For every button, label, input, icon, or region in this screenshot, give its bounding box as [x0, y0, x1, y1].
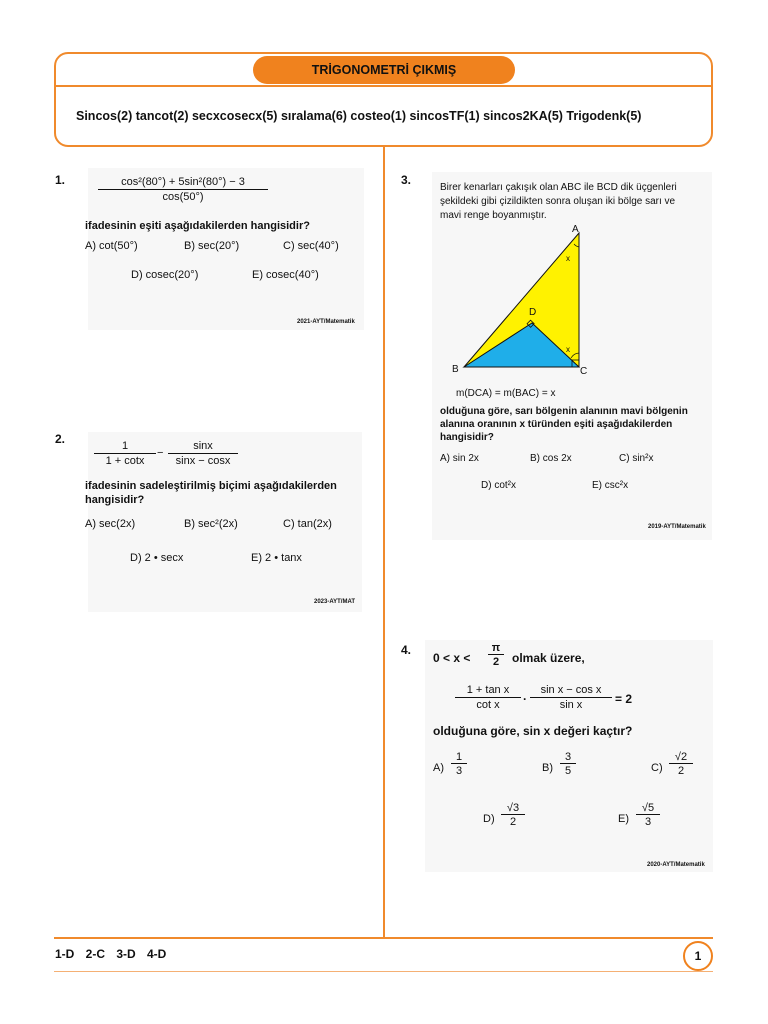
- q2-option-d[interactable]: D) 2 • secx: [130, 552, 184, 564]
- q4-condition-prefix: 0 < x <: [433, 651, 471, 665]
- q4-option-b-num: 3: [560, 751, 576, 764]
- q2-question-line-2: hangisidir?: [85, 494, 145, 506]
- q1-option-a[interactable]: A) cot(50°): [85, 240, 138, 252]
- q1-numerator: cos²(80°) + 5sin²(80°) − 3: [98, 176, 268, 190]
- q3-intro-line-1: Birer kenarları çakışık olan ABC ile BCD dik üçgenleri: [440, 182, 677, 193]
- q3-label-d: D: [529, 307, 537, 318]
- q2-frac1-num: 1: [94, 440, 156, 454]
- q2-frac2-num: sinx: [168, 440, 238, 454]
- q2-option-a[interactable]: A) sec(2x): [85, 518, 136, 530]
- q4-option-e-den: 3: [644, 816, 652, 828]
- q4-condition-suffix: olmak üzere,: [512, 651, 585, 665]
- q4-option-d-den: 2: [509, 816, 517, 828]
- q1-question: ifadesinin eşiti aşağıdakilerden hangisidir?: [85, 220, 310, 232]
- page-number: 1: [683, 941, 713, 971]
- q3-option-b[interactable]: B) cos 2x: [530, 453, 572, 464]
- q4-box: [425, 640, 713, 872]
- q1-option-e[interactable]: E) cosec(40°): [252, 269, 319, 281]
- footer-bottom-line: [54, 971, 713, 972]
- q4-option-a-label[interactable]: A): [433, 762, 444, 774]
- column-divider: [383, 147, 385, 937]
- q1-box: [85, 168, 364, 330]
- q4-source: 2020-AYT/Matematik: [647, 862, 705, 868]
- q4-option-d-label[interactable]: D): [483, 813, 495, 825]
- q4-pi-fraction: [488, 642, 504, 668]
- q2-minus: −: [157, 447, 164, 459]
- q2-source: 2023-AYT/MAT: [314, 599, 356, 605]
- q4-option-a-num: 1: [451, 751, 467, 764]
- q4-option-a-fraction[interactable]: [451, 751, 467, 777]
- q2-option-b[interactable]: B) sec²(2x): [184, 518, 238, 530]
- q4-option-c-num: √2: [669, 751, 693, 764]
- answer-key: 1-D 2-C 3-D 4-D: [55, 947, 167, 961]
- q3-question-line-1: olduğuna göre, sarı bölgenin alanının mavi bölgenin: [440, 406, 688, 417]
- q3-question-line-3: hangisidir?: [440, 432, 494, 443]
- page-title: TRİGONOMETRİ ÇIKMIŞ: [253, 56, 515, 84]
- q1-source: 2021-AYT/Matematik: [297, 319, 355, 325]
- q4-option-e-label[interactable]: E): [618, 813, 629, 825]
- topics-list: Sincos(2) tancot(2) secxcosecx(5) sıralama(6) costeo(1) sincosTF(1) sincos2KA(5) Trigodenk(5): [76, 109, 642, 123]
- q3-intro-line-2: şekildeki gibi çizildikten sonra oluşan iki bölge sarı ve: [440, 196, 676, 207]
- q4-pi-denominator: 2: [492, 656, 500, 668]
- q3-box: [432, 172, 712, 540]
- q4-dot: ·: [523, 692, 527, 706]
- q1-number: 1.: [55, 173, 66, 187]
- q2-question-line-1: ifadesinin sadeleştirilmiş biçimi aşağıdakilerden: [85, 480, 337, 492]
- q3-label-b: B: [452, 364, 459, 375]
- q3-intro-line-3: mavi renge boyanmıştır.: [440, 210, 547, 221]
- q2-fraction-1: [94, 440, 156, 467]
- q3-number: 3.: [401, 173, 412, 187]
- q4-pi: π: [488, 642, 504, 655]
- q3-option-d[interactable]: D) cot²x: [481, 480, 516, 491]
- header-box: [54, 52, 713, 147]
- q3-option-e[interactable]: E) csc²x: [592, 480, 629, 491]
- footer-divider: [54, 937, 713, 939]
- q2-frac1-den: 1 + cotx: [105, 455, 145, 467]
- q4-option-a-den: 3: [455, 765, 463, 777]
- q4-option-e-fraction[interactable]: [636, 802, 660, 828]
- q3-question-line-2: alanına oranının x türünden eşiti aşağıdakilerden: [440, 419, 673, 430]
- q4-option-b-fraction[interactable]: [560, 751, 576, 777]
- q4-option-d-fraction[interactable]: [501, 802, 525, 828]
- q4-question: olduğuna göre, sin x değeri kaçtır?: [433, 724, 633, 738]
- q4-option-b-label[interactable]: B): [542, 762, 553, 774]
- q2-option-e[interactable]: E) 2 • tanx: [251, 552, 302, 564]
- q4-f1-den: cot x: [476, 699, 500, 711]
- q3-option-c[interactable]: C) sin²x: [619, 453, 654, 464]
- q2-box: [85, 432, 362, 612]
- q1-option-d[interactable]: D) cosec(20°): [131, 269, 199, 281]
- q3-label-c: C: [580, 366, 588, 377]
- q4-f2-den: sin x: [559, 699, 583, 711]
- q3-label-x-bottom: x: [566, 345, 570, 354]
- header-divider: [56, 85, 711, 87]
- q2-option-c[interactable]: C) tan(2x): [283, 518, 332, 530]
- q3-option-a[interactable]: A) sin 2x: [440, 453, 479, 464]
- q4-f2-num: sin x − cos x: [530, 684, 612, 698]
- q4-option-c-label[interactable]: C): [651, 762, 663, 774]
- q3-label-x-top: x: [566, 254, 570, 263]
- q4-option-e-num: √5: [636, 802, 660, 815]
- q4-option-c-den: 2: [677, 765, 685, 777]
- q1-option-b[interactable]: B) sec(20°): [184, 240, 240, 252]
- q3-label-a: A: [572, 224, 579, 235]
- q2-fraction-2: [168, 440, 238, 467]
- q1-fraction: [98, 176, 268, 203]
- q4-option-b-den: 5: [564, 765, 572, 777]
- q4-equals: = 2: [615, 692, 633, 706]
- q3-condition: m(DCA) = m(BAC) = x: [456, 388, 556, 399]
- q2-frac2-den: sinx − cosx: [175, 455, 231, 467]
- q4-number: 4.: [401, 643, 412, 657]
- q4-f1-num: 1 + tan x: [455, 684, 521, 698]
- q3-source: 2019-AYT/Matematik: [648, 524, 706, 530]
- q1-option-c[interactable]: C) sec(40°): [283, 240, 339, 252]
- q4-option-c-fraction[interactable]: [669, 751, 693, 777]
- q4-fraction-2: [530, 684, 612, 711]
- q4-option-d-num: √3: [501, 802, 525, 815]
- q2-number: 2.: [55, 432, 66, 446]
- q1-denominator: cos(50°): [162, 191, 204, 203]
- q4-fraction-1: [455, 684, 521, 711]
- q3-triangle-figure: [446, 220, 596, 380]
